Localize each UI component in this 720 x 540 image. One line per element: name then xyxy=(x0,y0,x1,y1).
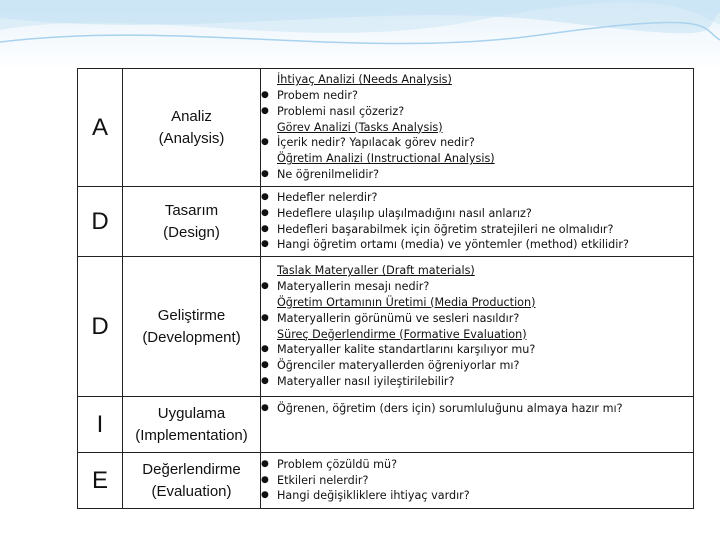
phase-letter: E xyxy=(78,453,123,509)
phase-name: Analiz xyxy=(171,107,212,125)
bullet-icon: ● xyxy=(261,105,269,116)
bullet-icon: ● xyxy=(261,312,269,323)
phase-name: Tasarım xyxy=(164,201,219,219)
bullet-icon: ● xyxy=(261,360,269,371)
bullet-icon: ● xyxy=(261,137,269,148)
list-item: ● Hangi öğretim ortamı (media) ve yöntemler (method) etkilidir? xyxy=(261,238,629,252)
bullet-icon: ● xyxy=(261,191,269,202)
phase-name-english: (Development) xyxy=(142,328,241,346)
table-row xyxy=(78,257,694,397)
list-item: ● Materyallerin mesajı nedir? xyxy=(261,280,430,294)
phase-details xyxy=(261,257,694,397)
list-item: ● İçerik nedir? Yapılacak görev nedir? xyxy=(261,136,475,150)
list-item: ● Problem çözüldü mü? xyxy=(261,457,398,471)
phase-name: Geliştirme xyxy=(157,306,226,324)
bullet-icon: ● xyxy=(261,239,269,250)
phase-name-cell xyxy=(123,187,261,257)
bullet-icon: ● xyxy=(261,344,269,355)
phase-name: Değerlendirme xyxy=(142,460,241,478)
bullet-icon: ● xyxy=(261,490,269,501)
phase-name-cell xyxy=(123,453,261,509)
phase-details xyxy=(261,397,694,453)
wave-decoration xyxy=(0,0,720,70)
list-item: ● Materyaller nasıl iyileştirilebilir? xyxy=(261,374,455,388)
phase-name-english: (Evaluation) xyxy=(151,482,232,500)
phase-letter: I xyxy=(78,397,123,453)
phase-details xyxy=(261,69,694,187)
phase-name-english: (Implementation) xyxy=(135,426,248,444)
list-item: ● Etkileri nelerdir? xyxy=(261,473,369,487)
section-heading: Öğretim Ortamının Üretimi (Media Production) xyxy=(277,295,536,309)
table-row xyxy=(78,397,694,453)
addie-model-table xyxy=(77,68,694,509)
background-decoration xyxy=(0,0,720,70)
phase-name-english: (Design) xyxy=(163,223,220,241)
table-row xyxy=(78,187,694,257)
section-heading: Süreç Değerlendirme (Formative Evaluation) xyxy=(277,327,527,341)
list-item: ● Materyallerin görünümü ve sesleri nasıldır? xyxy=(261,311,520,325)
bullet-icon: ● xyxy=(261,223,269,234)
table-row xyxy=(78,453,694,509)
list-item: ● Öğrenen, öğretim (ders için) sorumluluğunu almaya hazır mı? xyxy=(261,402,623,415)
list-item: ● Hedefleri başarabilmek için öğretim stratejileri ne olmalıdır? xyxy=(261,222,614,236)
phase-letter: D xyxy=(78,257,123,397)
bullet-icon: ● xyxy=(261,90,269,100)
phase-letter: D xyxy=(78,187,123,257)
phase-name-cell xyxy=(123,397,261,453)
bullet-icon: ● xyxy=(261,458,269,469)
bullet-icon: ● xyxy=(261,168,269,179)
bullet-icon: ● xyxy=(261,207,269,218)
section-heading: Görev Analizi (Tasks Analysis) xyxy=(277,120,443,134)
phase-details xyxy=(261,187,694,257)
section-heading: Öğretim Analizi (Instructional Analysis) xyxy=(277,152,495,166)
list-item: ● Probem nedir? xyxy=(261,89,358,102)
phase-name-cell xyxy=(123,69,261,187)
list-item: ● Hedefler nelerdir? xyxy=(261,190,378,204)
table-row xyxy=(78,69,694,187)
bullet-icon: ● xyxy=(261,403,269,413)
section-heading: Taslak Materyaller (Draft materials) xyxy=(277,264,475,278)
list-item: ● Ne öğrenilmelidir? xyxy=(261,167,380,181)
list-item: ● Hangi değişikliklere ihtiyaç vardır? xyxy=(261,489,470,503)
section-heading: İhtiyaç Analizi (Needs Analysis) xyxy=(277,73,452,87)
bullet-icon: ● xyxy=(261,281,269,292)
phase-letter: A xyxy=(78,69,123,187)
list-item: ● Problemi nasıl çözeriz? xyxy=(261,104,405,118)
phase-name: Uygulama xyxy=(157,404,226,422)
phase-details xyxy=(261,453,694,509)
list-item: ● Öğrenciler materyallerden öğreniyorlar mı? xyxy=(261,359,520,373)
phase-name-cell xyxy=(123,257,261,397)
list-item: ● Hedeflere ulaşılıp ulaşılmadığını nasıl anlarız? xyxy=(261,206,532,220)
list-item: ● Materyaller kalite standartlarını karşılıyor mu? xyxy=(261,343,536,357)
bullet-icon: ● xyxy=(261,474,269,485)
phase-name-english: (Analysis) xyxy=(158,129,225,147)
bullet-icon: ● xyxy=(261,375,269,386)
